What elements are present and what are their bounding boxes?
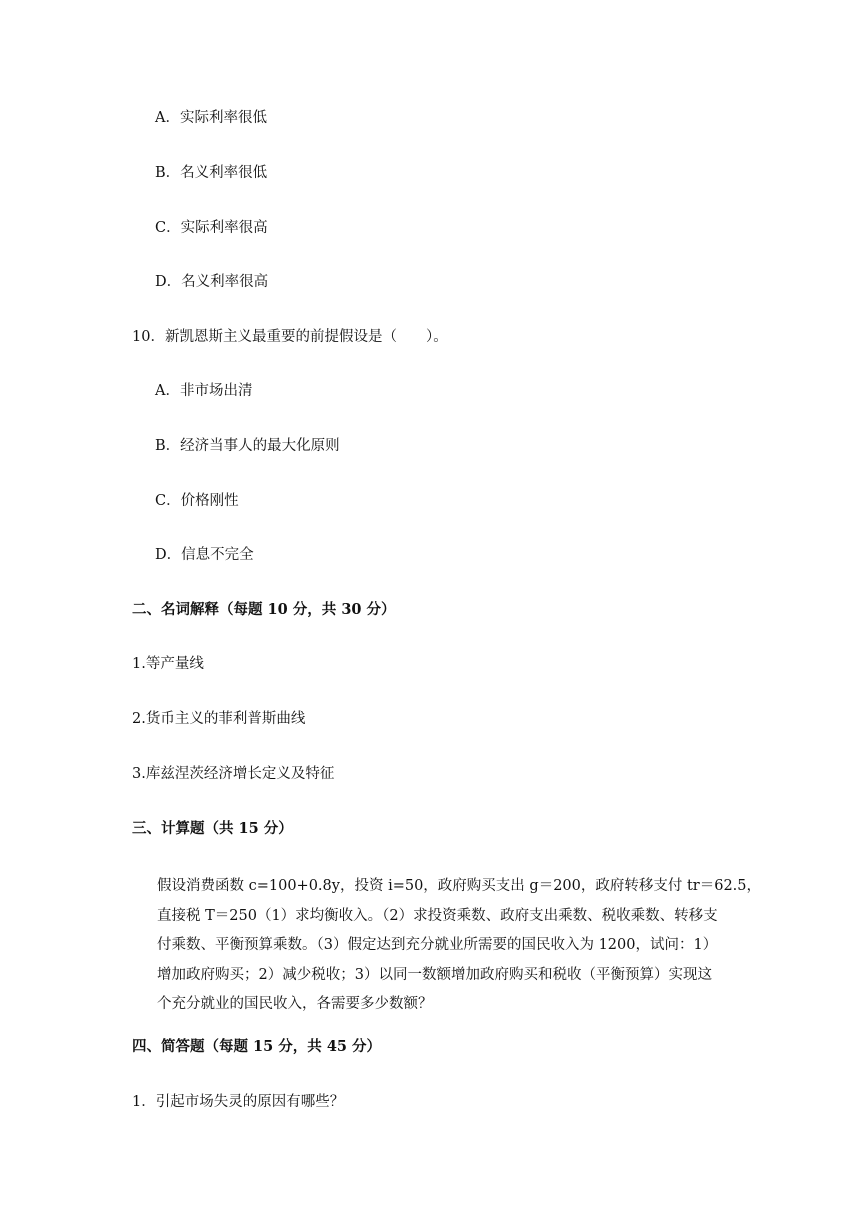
q9-option-d: D．名义利率很高 bbox=[155, 274, 269, 290]
section2-item-3: 3.库兹涅茨经济增长定义及特征 bbox=[132, 766, 335, 782]
q10-option-c: C．价格刚性 bbox=[155, 493, 239, 509]
section3-heading: 三、计算题（共 15 分） bbox=[132, 820, 293, 837]
section3-problem bbox=[157, 872, 762, 1020]
section3-line-2: 直接税 T＝250（1）求均衡收入。（2）求投资乘数、政府支出乘数、税收乘数、转移支 bbox=[157, 907, 718, 924]
section2-item-1: 1.等产量线 bbox=[132, 656, 204, 672]
section3-line-5: 个充分就业的国民收入，各需要多少数额？ bbox=[157, 996, 433, 1012]
section3-line-4: 增加政府购买；2）减少税收；3）以同一数额增加政府购买和税收（平衡预算）实现这 bbox=[157, 966, 712, 983]
q9-option-a: A．实际利率很低 bbox=[155, 110, 267, 126]
section4-heading: 四、简答题（每题 15 分，共 45 分） bbox=[132, 1038, 382, 1055]
q10-option-a: A．非市场出清 bbox=[155, 383, 253, 399]
section4-item-1: 1．引起市场失灵的原因有哪些？ bbox=[132, 1094, 345, 1110]
section2-item-2: 2.货币主义的菲利普斯曲线 bbox=[132, 711, 306, 727]
q9-option-b: B．名义利率很低 bbox=[155, 165, 268, 181]
section3-line-3: 付乘数、平衡预算乘数。（3）假定达到充分就业所需要的国民收入为 1200，试问：1） bbox=[157, 937, 718, 953]
section2-heading: 二、名词解释（每题 10 分，共 30 分） bbox=[132, 601, 396, 618]
q10-option-d: D．信息不完全 bbox=[155, 547, 254, 563]
q9-option-c: C．实际利率很高 bbox=[155, 220, 268, 236]
q10-stem: 10．新凯恩斯主义最重要的前提假设是（ ）。 bbox=[132, 329, 448, 345]
q10-option-b: B．经济当事人的最大化原则 bbox=[155, 438, 340, 454]
section3-line-1: 假设消费函数 c=100+0.8y，投资 i=50，政府购买支出 g＝200，政府转移支付 tr＝62.5， bbox=[157, 878, 762, 894]
